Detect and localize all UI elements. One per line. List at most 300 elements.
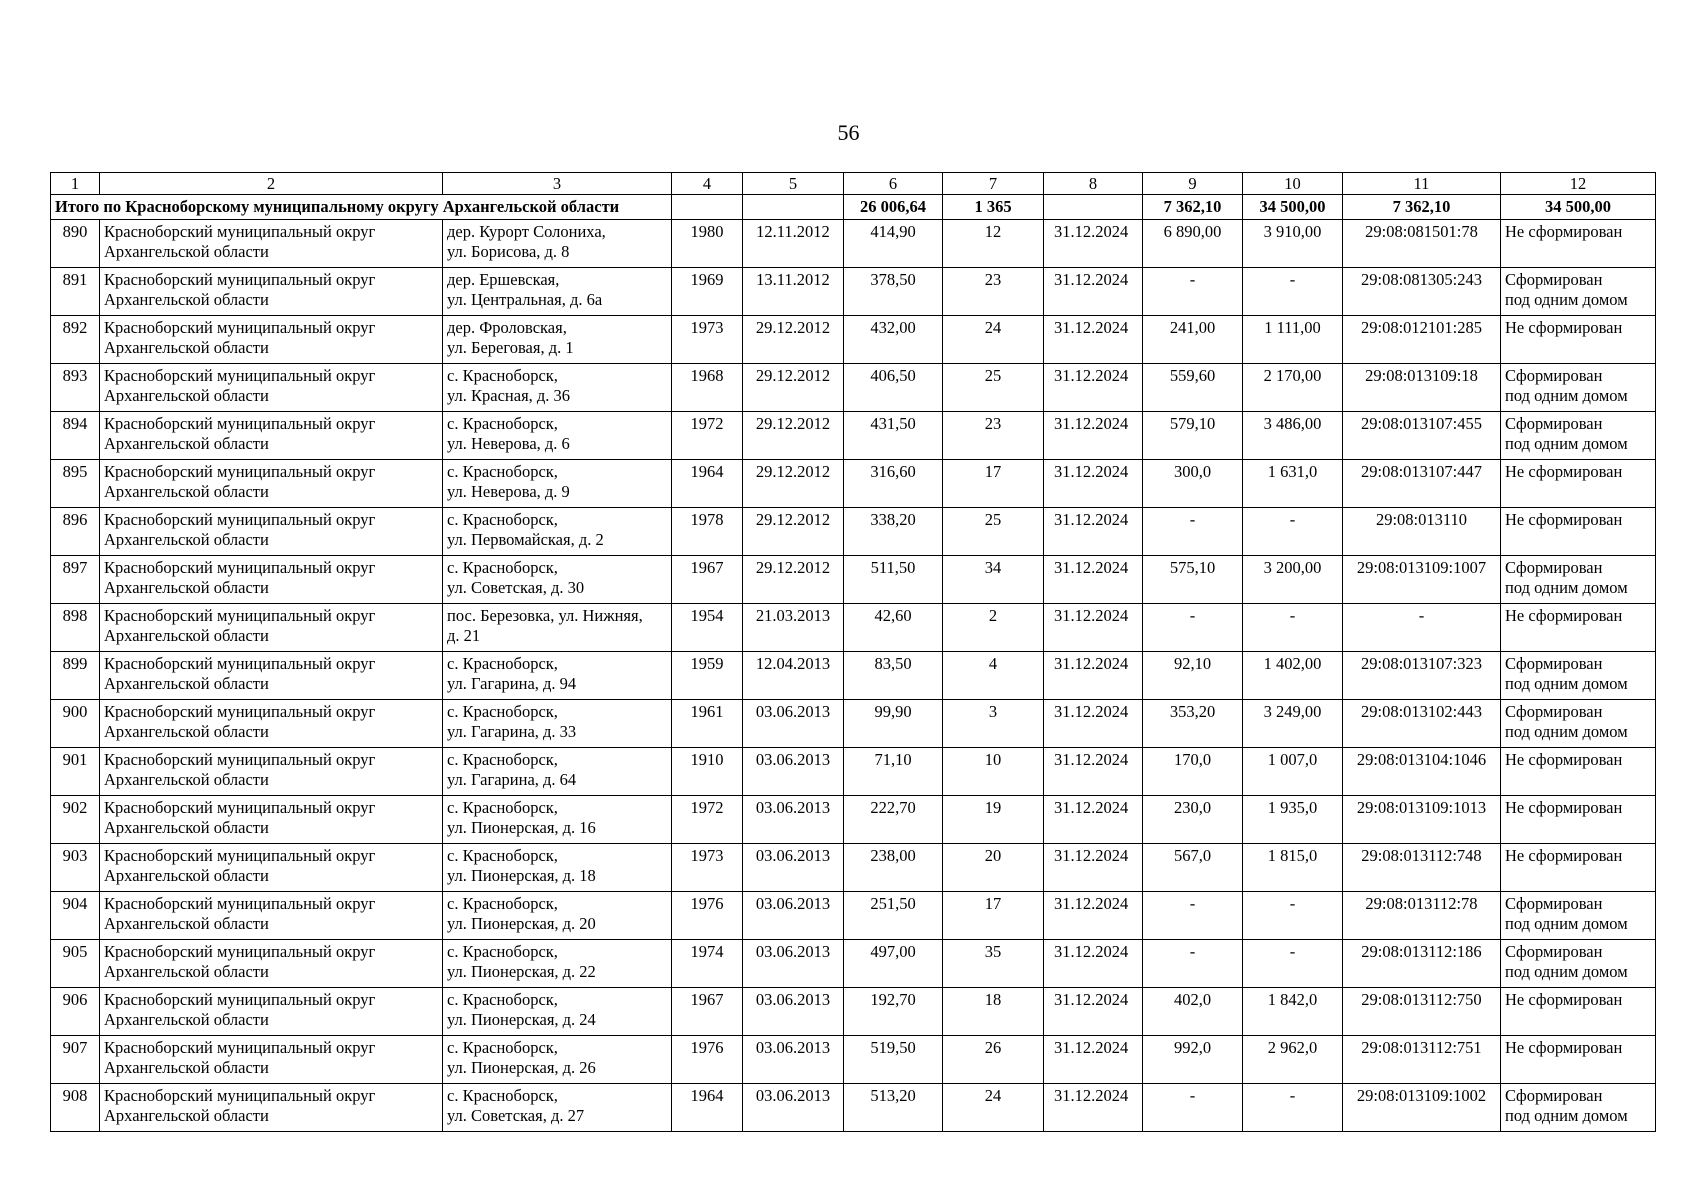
col10-value-line: - [1289,1086,1296,1105]
land-status-line: под одним домом [1505,290,1628,309]
col10-value-line: - [1289,894,1296,913]
area-line: 432,00 [870,318,916,337]
total-label: Итого по Красноборскому муниципальному округу Архангельской области [51,195,672,220]
table-row [51,700,1656,748]
land-status [1501,940,1656,988]
land-status [1501,556,1656,604]
row-number-line: 895 [62,462,88,481]
build-year [672,796,743,844]
address-line: ул. Красная, д. 36 [447,386,571,405]
row-number [51,316,100,364]
table-row [51,796,1656,844]
col10-value [1243,268,1343,316]
recognition-date-line: 12.04.2013 [755,654,831,673]
land-status-line: Сформирован [1505,366,1603,385]
recognition-date-line: 13.11.2012 [756,270,830,289]
municipality-line: Красноборский муниципальный округ [104,414,376,433]
planned-date [1044,364,1143,412]
col9-value [1143,652,1243,700]
row-number [51,604,100,652]
total-col10: 34 500,00 [1243,195,1343,220]
row-number-line: 890 [62,222,88,241]
land-status-line: под одним домом [1505,674,1628,693]
address-line: с. Красноборск, [447,462,558,481]
planned-date-line: 31.12.2024 [1054,846,1129,865]
resident-count-line: 17 [984,462,1002,481]
address-line: дер. Курорт Солониха, [447,222,606,241]
land-status-line: Не сформирован [1505,1038,1623,1057]
recognition-date-line: 03.06.2013 [755,990,831,1009]
column-number-7: 7 [943,173,1044,195]
total-area: 26 006,64 [844,195,943,220]
recognition-date-line: 29.12.2012 [755,510,831,529]
build-year-line: 1973 [690,846,724,865]
municipality-line: Красноборский муниципальный округ [104,894,376,913]
municipality [100,1036,443,1084]
resident-count-line: 34 [984,558,1002,577]
area-line: 519,50 [870,1038,916,1057]
resident-count [943,604,1044,652]
col10-value-line: 3 910,00 [1263,222,1322,241]
table-row [51,316,1656,364]
col9-value-line: - [1189,510,1196,529]
row-number-line: 898 [62,606,88,625]
land-status-line: под одним домом [1505,962,1628,981]
land-status-line: Не сформирован [1505,750,1623,769]
col10-value [1243,652,1343,700]
municipality-line: Красноборский муниципальный округ [104,846,376,865]
resident-count [943,220,1044,268]
land-status-line: Не сформирован [1505,318,1623,337]
land-status-line: под одним домом [1505,1106,1628,1125]
address [443,220,672,268]
land-status-line: Сформирован [1505,702,1603,721]
build-year-line: 1974 [690,942,724,961]
resident-count-line: 25 [984,366,1002,385]
col9-value [1143,748,1243,796]
resident-count [943,412,1044,460]
municipality-line: Архангельской области [104,722,269,741]
address-line: ул. Гагарина, д. 94 [447,674,577,693]
col9-value-line: 575,10 [1169,558,1216,577]
area-line: 222,70 [870,798,916,817]
land-status-line: Не сформирован [1505,222,1623,241]
municipality [100,220,443,268]
col10-value [1243,940,1343,988]
col9-value-line: 567,0 [1173,846,1212,865]
cadastral-number-line: 29:08:013112:186 [1361,942,1482,961]
planned-date-line: 31.12.2024 [1054,318,1129,337]
row-number-line: 896 [62,510,88,529]
area [844,364,943,412]
land-status-line: Не сформирован [1505,990,1623,1009]
col10-value-line: 3 249,00 [1263,702,1322,721]
land-status-line: под одним домом [1505,578,1628,597]
municipality-line: Архангельской области [104,626,269,645]
cadastral-number [1343,316,1501,364]
planned-date [1044,412,1143,460]
municipality [100,604,443,652]
resident-count [943,364,1044,412]
address [443,892,672,940]
resident-count [943,988,1044,1036]
col9-value [1143,364,1243,412]
row-number-line: 899 [62,654,88,673]
row-number-line: 903 [62,846,88,865]
land-status-line: Сформирован [1505,270,1603,289]
area-line: 511,50 [870,558,916,577]
recognition-date-line: 21.03.2013 [755,606,831,625]
resident-count-line: 17 [984,894,1002,913]
land-status [1501,1084,1656,1132]
planned-date-line: 31.12.2024 [1054,942,1129,961]
col9-value-line: 579,10 [1169,414,1216,433]
municipality [100,796,443,844]
build-year [672,268,743,316]
land-status [1501,988,1656,1036]
municipality-line: Архангельской области [104,1058,269,1077]
address-line: ул. Пионерская, д. 16 [447,818,596,837]
table-row [51,220,1656,268]
land-status [1501,844,1656,892]
cadastral-number-line: 29:08:013112:748 [1361,846,1482,865]
build-year-line: 1959 [690,654,724,673]
col9-value [1143,316,1243,364]
row-number-line: 892 [62,318,88,337]
build-year-line: 1910 [690,750,724,769]
land-status-line: Сформирован [1505,1086,1603,1105]
cadastral-number [1343,508,1501,556]
row-number-line: 893 [62,366,88,385]
planned-date [1044,268,1143,316]
col10-value [1243,1084,1343,1132]
planned-date [1044,652,1143,700]
table-row [51,604,1656,652]
row-number [51,1084,100,1132]
land-status [1501,220,1656,268]
area [844,316,943,364]
land-status [1501,604,1656,652]
planned-date [1044,892,1143,940]
build-year-line: 1964 [690,462,724,481]
col10-value [1243,844,1343,892]
row-number [51,940,100,988]
area-line: 414,90 [870,222,916,241]
address-line: ул. Гагарина, д. 33 [447,722,577,741]
municipality-line: Красноборский муниципальный округ [104,990,376,1009]
land-status [1501,316,1656,364]
col10-value-line: 3 200,00 [1263,558,1322,577]
municipality [100,892,443,940]
planned-date-line: 31.12.2024 [1054,222,1129,241]
recognition-date [743,268,844,316]
build-year-line: 1973 [690,318,724,337]
address [443,796,672,844]
resident-count [943,892,1044,940]
build-year [672,1084,743,1132]
col10-value [1243,556,1343,604]
planned-date-line: 31.12.2024 [1054,462,1129,481]
planned-date-line: 31.12.2024 [1054,894,1129,913]
build-year [672,844,743,892]
planned-date-line: 31.12.2024 [1054,270,1129,289]
col9-value [1143,844,1243,892]
address [443,988,672,1036]
planned-date-line: 31.12.2024 [1054,510,1129,529]
table-row [51,1036,1656,1084]
col9-value-line: 92,10 [1173,654,1212,673]
recognition-date [743,748,844,796]
resident-count [943,748,1044,796]
col9-value-line: 992,0 [1173,1038,1212,1057]
area [844,748,943,796]
cadastral-number [1343,556,1501,604]
land-status [1501,460,1656,508]
municipality [100,460,443,508]
cadastral-number-line: 29:08:013102:443 [1360,702,1482,721]
land-status-line: под одним домом [1505,722,1628,741]
area-line: 378,50 [870,270,916,289]
col10-value-line: 1 007,0 [1267,750,1318,769]
municipality [100,652,443,700]
address-line: ул. Борисова, д. 8 [447,242,570,261]
col9-value [1143,892,1243,940]
municipality-line: Красноборский муниципальный округ [104,606,376,625]
row-number [51,892,100,940]
col9-value-line: - [1189,606,1196,625]
col9-value-line: 230,0 [1173,798,1212,817]
land-status-line: под одним домом [1505,386,1628,405]
resident-count-line: 20 [984,846,1002,865]
area-line: 251,50 [870,894,916,913]
recognition-date-line: 03.06.2013 [755,942,831,961]
resident-count-line: 26 [984,1038,1002,1057]
cadastral-number [1343,1036,1501,1084]
col9-value-line: 300,0 [1173,462,1212,481]
recognition-date [743,988,844,1036]
build-year-line: 1976 [690,894,724,913]
area [844,892,943,940]
planned-date-line: 31.12.2024 [1054,702,1129,721]
address-line: с. Красноборск, [447,990,558,1009]
municipality [100,940,443,988]
municipality [100,700,443,748]
planned-date [1044,1036,1143,1084]
recognition-date [743,412,844,460]
municipality [100,1084,443,1132]
cadastral-number [1343,988,1501,1036]
address-line: дер. Фроловская, [447,318,567,337]
col10-value-line: 1 631,0 [1267,462,1318,481]
area-line: 431,50 [870,414,916,433]
area [844,1036,943,1084]
col10-value [1243,604,1343,652]
address [443,508,672,556]
resident-count-line: 3 [988,702,998,721]
housing-registry-table [50,172,1656,1132]
row-number [51,748,100,796]
planned-date-line: 31.12.2024 [1054,654,1129,673]
table-row [51,988,1656,1036]
area-line: 71,10 [874,750,912,769]
col9-value [1143,604,1243,652]
cadastral-number-line: 29:08:013107:447 [1360,462,1482,481]
col10-value [1243,892,1343,940]
column-number-row [51,173,1656,195]
municipality-line: Красноборский муниципальный округ [104,750,376,769]
cadastral-number [1343,844,1501,892]
municipality-line: Красноборский муниципальный округ [104,1038,376,1057]
col9-value-line: - [1189,942,1196,961]
column-number-10: 10 [1243,173,1343,195]
col10-value-line: - [1289,942,1296,961]
table-row [51,844,1656,892]
land-status-line: Сформирован [1505,558,1603,577]
cadastral-number-line: 29:08:013104:1046 [1356,750,1487,769]
municipality-line: Красноборский муниципальный округ [104,366,376,385]
address [443,268,672,316]
area [844,508,943,556]
recognition-date [743,796,844,844]
row-number-line: 905 [62,942,88,961]
table-row [51,268,1656,316]
col10-value [1243,748,1343,796]
area-line: 338,20 [870,510,916,529]
resident-count-line: 18 [984,990,1002,1009]
area [844,268,943,316]
column-number-2: 2 [100,173,443,195]
build-year [672,700,743,748]
total-cell-8 [1044,195,1143,220]
address-line: с. Красноборск, [447,894,558,913]
land-status [1501,748,1656,796]
recognition-date [743,364,844,412]
recognition-date-line: 29.12.2012 [755,414,831,433]
build-year [672,364,743,412]
municipality-line: Архангельской области [104,914,269,933]
build-year [672,652,743,700]
cadastral-number [1343,652,1501,700]
resident-count [943,844,1044,892]
col10-value [1243,412,1343,460]
col10-value-line: - [1289,510,1296,529]
row-number [51,220,100,268]
municipality-line: Архангельской области [104,1106,269,1125]
build-year [672,748,743,796]
build-year-line: 1976 [690,1038,724,1057]
municipality [100,364,443,412]
address [443,604,672,652]
planned-date [1044,508,1143,556]
row-number [51,796,100,844]
municipality-line: Архангельской области [104,386,269,405]
col10-value-line: 1 815,0 [1267,846,1318,865]
col10-value-line: 2 170,00 [1263,366,1322,385]
address-line: ул. Пионерская, д. 20 [447,914,596,933]
municipality [100,316,443,364]
area [844,988,943,1036]
resident-count-line: 35 [984,942,1002,961]
row-number [51,268,100,316]
column-number-12: 12 [1501,173,1656,195]
address-line: с. Красноборск, [447,846,558,865]
address-line: ул. Неверова, д. 9 [447,482,570,501]
resident-count [943,796,1044,844]
build-year-line: 1972 [690,798,724,817]
municipality [100,556,443,604]
municipality-line: Архангельской области [104,338,269,357]
table-row [51,1084,1656,1132]
address [443,700,672,748]
col9-value [1143,460,1243,508]
planned-date-line: 31.12.2024 [1054,1086,1129,1105]
area-line: 99,90 [874,702,912,721]
cadastral-number-line: 29:08:013107:455 [1360,414,1482,433]
cadastral-number-line: 29:08:013109:1013 [1356,798,1487,817]
col10-value-line: 1 402,00 [1263,654,1322,673]
table-row [51,508,1656,556]
municipality-line: Красноборский муниципальный округ [104,462,376,481]
area [844,604,943,652]
row-number-line: 904 [62,894,88,913]
recognition-date-line: 03.06.2013 [755,894,831,913]
resident-count [943,1084,1044,1132]
row-number-line: 894 [62,414,88,433]
resident-count-line: 12 [984,222,1002,241]
municipality-line: Архангельской области [104,1010,269,1029]
planned-date-line: 31.12.2024 [1054,1038,1129,1057]
cadastral-number [1343,700,1501,748]
build-year-line: 1980 [690,222,724,241]
planned-date [1044,748,1143,796]
address [443,364,672,412]
cadastral-number-line: 29:08:013107:323 [1360,654,1482,673]
address-line: с. Красноборск, [447,366,558,385]
resident-count [943,460,1044,508]
recognition-date-line: 03.06.2013 [755,750,831,769]
total-col9: 7 362,10 [1143,195,1243,220]
address-line: ул. Неверова, д. 6 [447,434,570,453]
col10-value-line: 1 111,00 [1264,318,1321,337]
area [844,1084,943,1132]
address-line: с. Красноборск, [447,510,558,529]
cadastral-number-line: 29:08:013112:751 [1361,1038,1482,1057]
cadastral-number [1343,220,1501,268]
recognition-date [743,1084,844,1132]
build-year-line: 1961 [690,702,724,721]
recognition-date [743,460,844,508]
address [443,412,672,460]
table-row [51,556,1656,604]
col9-value-line: 353,20 [1169,702,1216,721]
planned-date-line: 31.12.2024 [1054,366,1129,385]
area-line: 192,70 [870,990,916,1009]
table-row [51,460,1656,508]
build-year [672,604,743,652]
address [443,940,672,988]
municipality-line: Архангельской области [104,290,269,309]
recognition-date [743,604,844,652]
build-year [672,316,743,364]
address [443,556,672,604]
municipality-line: Красноборский муниципальный округ [104,222,376,241]
area-line: 238,00 [870,846,916,865]
row-number [51,556,100,604]
col9-value-line: - [1189,270,1196,289]
column-number-4: 4 [672,173,743,195]
recognition-date [743,316,844,364]
address-line: ул. Пионерская, д. 22 [447,962,596,981]
